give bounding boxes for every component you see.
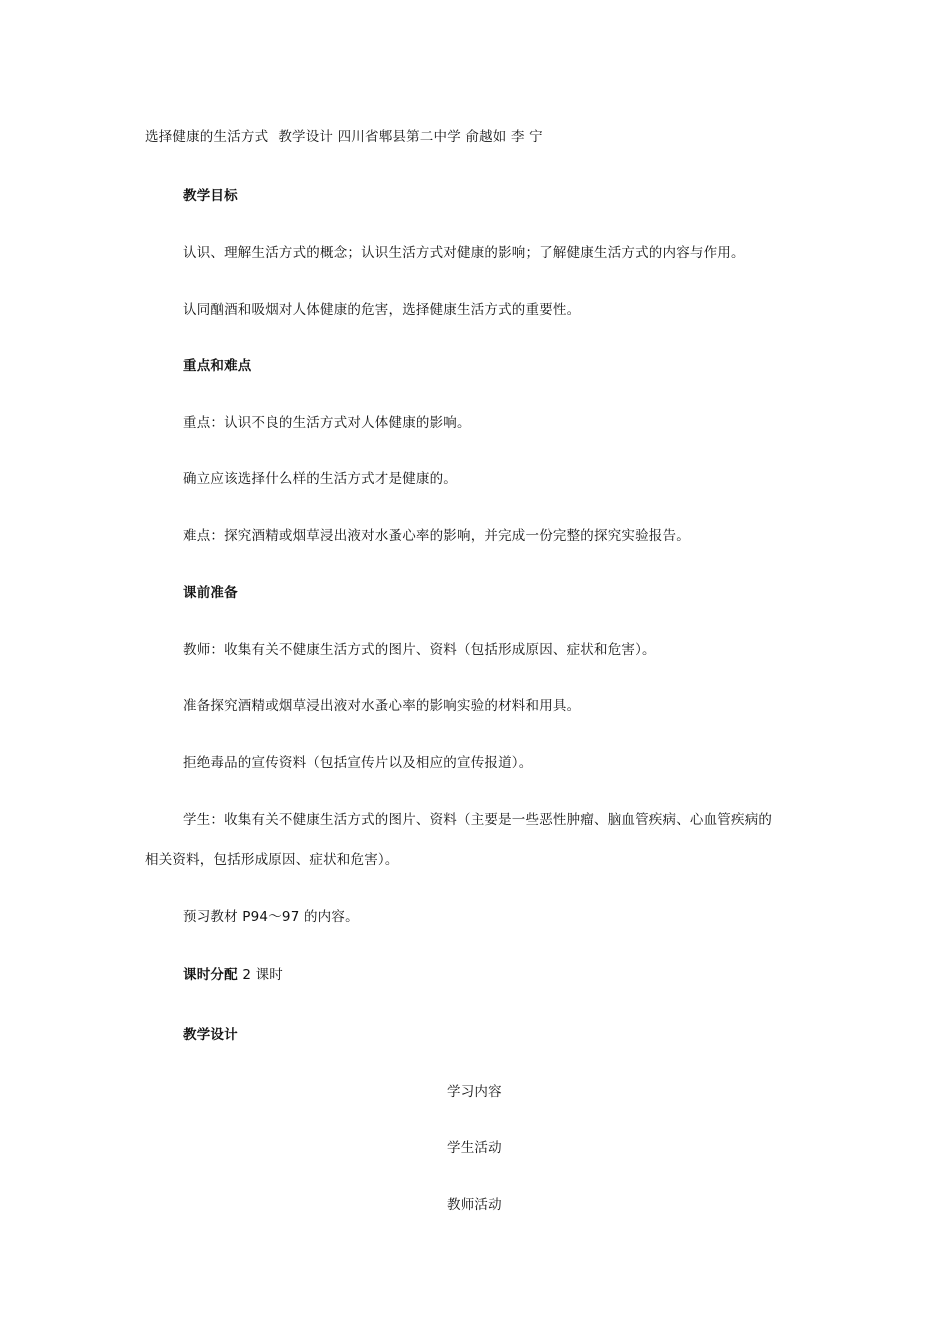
prep-teacher-2: 准备探究酒精或烟草浸出液对水蚤心率的影响实验的材料和用具。 — [183, 698, 581, 714]
hours-heading: 课时分配 — [183, 967, 238, 983]
table-col-teacher-activity: 教师活动 — [447, 1197, 502, 1213]
design-heading: 教学设计 — [183, 1027, 238, 1043]
prep-teacher-3: 拒绝毒品的宣传资料（包括宣传片以及相应的宣传报道）。 — [183, 755, 533, 771]
document-title: 选择健康的生活方式 — [145, 129, 269, 145]
prep-teacher-1: 教师：收集有关不健康生活方式的图片、资料（包括形成原因、症状和危害）。 — [183, 642, 656, 658]
objectives-heading: 教学目标 — [183, 188, 238, 204]
key-points-heading: 重点和难点 — [183, 358, 252, 374]
objective-1: 认识、理解生活方式的概念；认识生活方式对健康的影响；了解健康生活方式的内容与作用。 — [183, 245, 745, 261]
table-col-learning-content: 学习内容 — [447, 1084, 502, 1100]
hours-line — [183, 965, 283, 985]
prep-heading: 课前准备 — [183, 585, 238, 601]
prep-student-line-2: 相关资料，包括形成原因、症状和危害）。 — [145, 852, 399, 868]
prep-student-line-1: 学生：收集有关不健康生活方式的图片、资料（主要是一些恶性肿瘤、脑血管疾病、心血管疾病的 — [183, 812, 773, 828]
document-title-line — [145, 127, 543, 147]
hours-value: 2 课时 — [242, 967, 283, 983]
key-point-2: 确立应该选择什么样的生活方式才是健康的。 — [183, 471, 457, 487]
objective-2: 认同酗酒和吸烟对人体健康的危害，选择健康生活方式的重要性。 — [183, 302, 581, 318]
document-subtitle: 教学设计 四川省郫县第二中学 俞越如 李 宁 — [278, 129, 543, 145]
key-point-1: 重点：认识不良的生活方式对人体健康的影响。 — [183, 415, 471, 431]
difficulty-point: 难点：探究酒精或烟草浸出液对水蚤心率的影响，并完成一份完整的探究实验报告。 — [183, 528, 690, 544]
prep-student-preview: 预习教材 P94～97 的内容。 — [183, 909, 359, 925]
table-col-student-activity: 学生活动 — [447, 1140, 502, 1156]
